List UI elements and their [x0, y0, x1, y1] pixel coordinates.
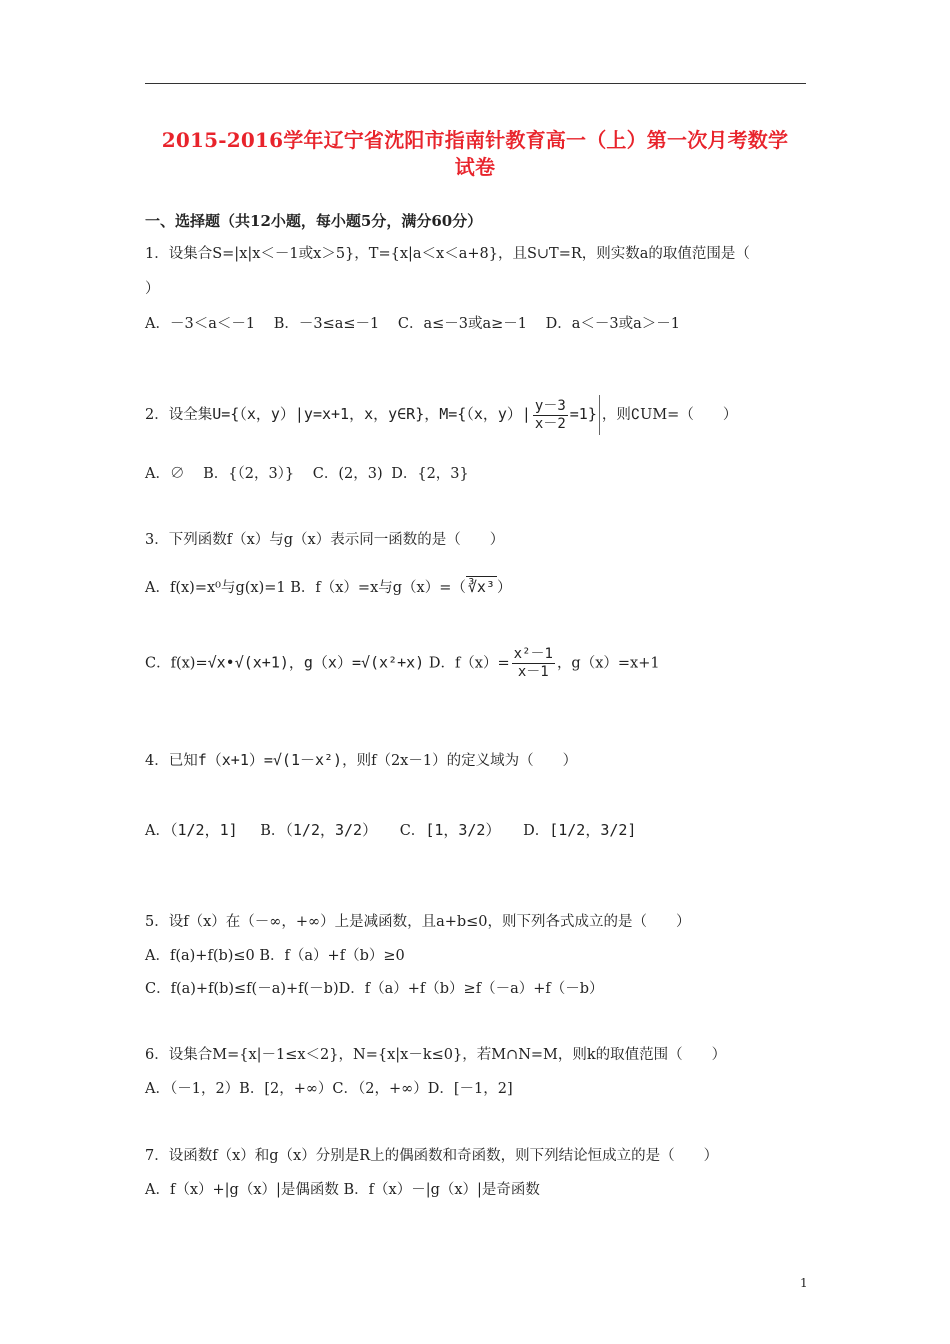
q3-option-d-fraction [512, 646, 555, 681]
q4-option-d-math: [1/2，3/2] [549, 821, 637, 839]
q1-option-d: D．a＜－3或a＞－1 [545, 316, 680, 332]
q2-frac-after: =1} [569, 405, 597, 423]
q2-option-b: B．{（2，3）} [203, 466, 295, 482]
q6-stem: 6．设集合M={x|－1≤x＜2}，N={x|x－k≤0}，若M∩N=M，则k的取值范围（ ） [145, 1047, 727, 1063]
q2-option-a: A．∅ [145, 466, 185, 482]
q2-frac-num: y－3 [534, 397, 566, 414]
q2-image-edge [599, 395, 600, 435]
q4-option-b-math: （1/2，3/2） [285, 821, 378, 839]
q2-suffix: ，则∁UM=（ ） [601, 407, 738, 423]
q1-option-b: B．－3≤a≤－1 [273, 316, 380, 332]
q5-options-cd: C．f(a)+f(b)≤f(－a)+f(－b)D．f（a）+f（b）≥f（－a）+f（－b） [145, 981, 604, 997]
q2-prefix: 2．设全集 [145, 407, 213, 423]
q4-math: f（x+1）=√(1－x²) [197, 751, 343, 769]
q2-option-c: C．(2，3) [312, 466, 383, 482]
q4-option-a-label: A． [145, 823, 170, 839]
q3-option-d-pre: D．f（x）= [428, 655, 510, 672]
q3-option-b-radical: ∛x³ [467, 578, 495, 596]
q6-options: A．（－1，2）B．[2，+∞）C．（2，+∞）D．[－1，2] [145, 1081, 513, 1097]
q3-option-c-pre: C．f(x)= [145, 655, 208, 672]
q4-option-c-label: C． [399, 823, 426, 839]
q4-pre: 4．已知 [145, 753, 198, 769]
header-rule [145, 83, 806, 84]
q1-options [145, 314, 694, 334]
q2-frac-den: x－2 [534, 415, 566, 432]
q2-options [145, 464, 469, 484]
q3-options-cd [145, 646, 660, 681]
q3-d-frac-num: x²－1 [513, 646, 553, 662]
q3-options-ab [145, 576, 511, 598]
q4-stem [145, 750, 577, 771]
q3-d-frac-den: x－1 [517, 664, 549, 680]
q2-set-expression: U={（x，y）|y=x+1，x，y∈R}，M={（x，y）| [212, 405, 531, 423]
section-heading: 一、选择题（共12小题，每小题5分，满分60分） [145, 212, 483, 230]
q1-option-a: A．－3＜a＜－1 [145, 316, 256, 332]
q1-stem: 1．设集合S=|x|x＜－1或x＞5}，T={x|a＜x＜a+8}，且S∪T=R，则实数a的取值范围是（ [145, 246, 750, 262]
q1-stem-cont: ） [145, 281, 160, 297]
q4-option-c-math: [1，3/2） [425, 821, 501, 839]
exam-title-line1: 2015-2016学年辽宁省沈阳市指南针教育高一（上）第一次月考数学 [161, 128, 789, 152]
q7-stem: 7．设函数f（x）和g（x）分别是R上的偶函数和奇函数，则下列结论恒成立的是（ ） [145, 1148, 719, 1164]
q2-option-d: D．{2，3} [391, 466, 469, 482]
q5-options-ab: A．f(a)+f(b)≤0 B．f（a）+f（b）≥0 [145, 948, 405, 964]
q4-options [145, 820, 636, 841]
q3-option-a: A．f(x)=x⁰与g(x)=1 [145, 580, 286, 596]
q2-stem [145, 392, 737, 437]
q3-option-c-math: √x•√(x+1)，g（x）=√(x²+x) [207, 653, 425, 672]
q7-options-ab: A．f（x）+|g（x）|是偶函数 B．f（x）－|g（x）|是奇函数 [145, 1182, 540, 1198]
page-number: 1 [800, 1276, 808, 1290]
q3-option-b-post: ） [496, 580, 512, 596]
q4-option-b-label: B． [260, 823, 286, 839]
q3-stem: 3．下列函数f（x）与g（x）表示同一函数的是（ ） [145, 532, 505, 548]
q5-stem: 5．设f（x）在（－∞，+∞）上是减函数，且a+b≤0，则下列各式成立的是（ ） [145, 914, 691, 930]
q3-option-d-post: ，g（x）=x+1 [556, 655, 660, 672]
q2-fraction [533, 398, 568, 433]
q1-option-c: C．a≤－3或a≥－1 [397, 316, 527, 332]
q4-option-a-math: （1/2，1] [169, 821, 238, 839]
q4-post: ，则f（2x－1）的定义域为（ ） [342, 753, 578, 769]
q4-option-d-label: D． [523, 823, 550, 839]
exam-title-line2: 试卷 [454, 155, 496, 179]
q3-option-b-pre: B．f（x）=x与g（x）=（ [290, 580, 466, 596]
